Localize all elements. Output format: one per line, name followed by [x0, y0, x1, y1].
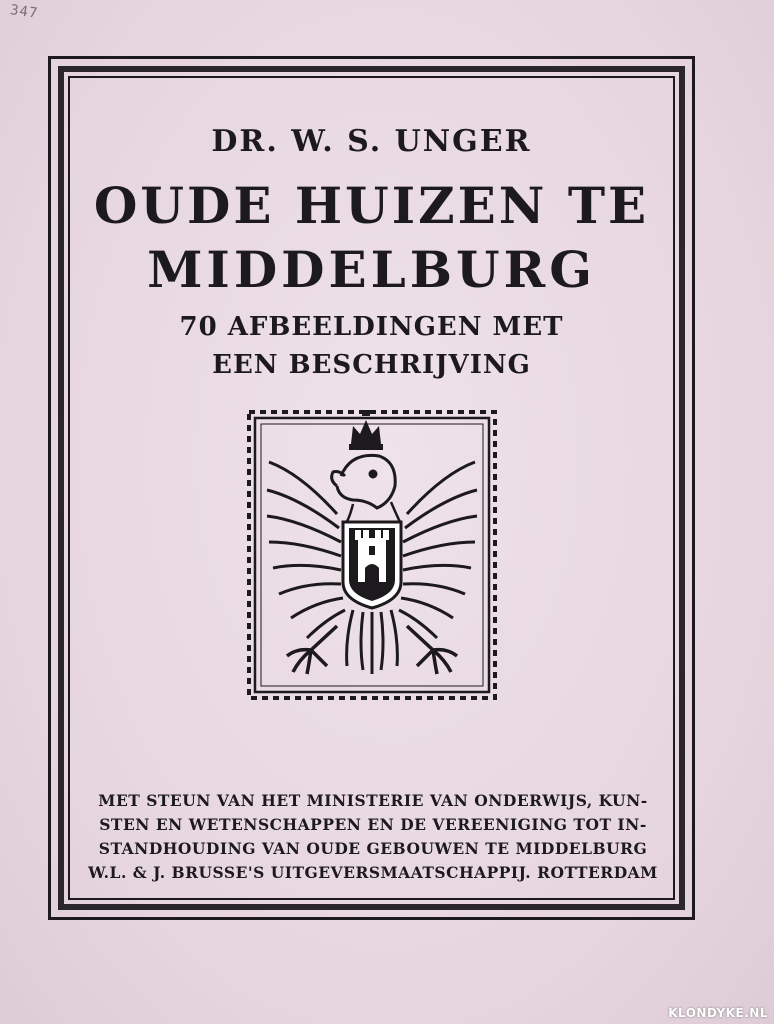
publisher-line-4: W.L. & J. BRUSSE'S UITGEVERSMAATSCHAPPIJ. ROTTERDAM [88, 863, 658, 882]
eagle-head [332, 455, 396, 508]
subtitle-line-1: 70 AFBEELDINGEN MET [179, 312, 564, 342]
left-wing [267, 462, 345, 638]
publisher-line-2: STEN EN WETENSCHAPPEN EN DE VEREENIGING TOT IN- [99, 815, 647, 834]
subtitle-line-2: EEN BESCHRIJVING [212, 350, 531, 380]
crown-icon [349, 410, 383, 450]
title-line-1: OUDE HUIZEN TE [93, 176, 650, 235]
right-wing [399, 462, 477, 638]
author-name: DR. W. S. UNGER [211, 124, 532, 159]
title-line-2: MIDDELBURG [147, 240, 596, 299]
watermark: KLONDYKE.NL [668, 1006, 768, 1020]
castle-shield-icon [343, 522, 401, 608]
publisher-line-3: STANDHOUDING VAN OUDE GEBOUWEN TE MIDDELBURG [98, 839, 648, 858]
handwritten-note: 347 [9, 2, 40, 22]
eagle-tail [347, 610, 398, 674]
eagle-coat-of-arms-icon [241, 404, 503, 706]
publisher-line-1: MET STEUN VAN HET MINISTERIE VAN ONDERWIJS, KUN- [98, 791, 648, 810]
